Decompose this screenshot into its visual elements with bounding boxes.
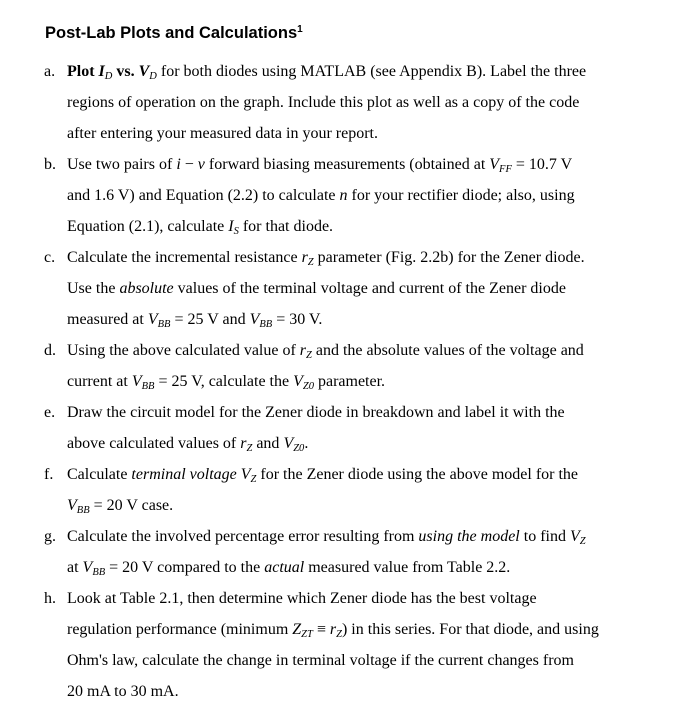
item-line [67, 118, 378, 149]
item-marker: h. [44, 590, 56, 607]
item-marker: d. [44, 342, 56, 359]
item-line [67, 149, 572, 182]
text-run: . [304, 435, 309, 452]
text-run: V [293, 373, 303, 390]
text-run: and the absolute values of the voltage and [311, 342, 584, 359]
text-run: = 30 V. [272, 311, 323, 328]
item-line [67, 273, 566, 304]
text-run: forward biasing measurements (obtained at [204, 156, 490, 173]
item-line [67, 56, 586, 89]
text-run: V [489, 156, 500, 173]
text-run: V [283, 435, 294, 452]
text-run: Look at Table 2.1, then determine which Zener diode has the best voltage [67, 590, 537, 607]
text-run: ) in this series. For that diode, and using [341, 621, 599, 638]
item-line [67, 335, 584, 368]
item-marker: c. [44, 249, 56, 266]
section-title-text: Post-Lab Plots and Calculations [45, 24, 298, 42]
text-run: parameter (Fig. 2.2b) for the Zener diode. [313, 249, 585, 266]
subscript: Z0 [293, 443, 305, 454]
subscript: BB [157, 319, 171, 330]
text-run: parameter. [313, 373, 386, 390]
item-marker: g. [44, 528, 56, 545]
item-line [67, 645, 574, 676]
item-marker: a. [44, 63, 56, 80]
text-run: using the model [418, 528, 520, 545]
text-run: actual [264, 559, 305, 576]
text-run: r [240, 435, 247, 452]
text-run: Calculate the incremental resistance [67, 249, 302, 266]
text-run: V [249, 311, 260, 328]
text-run: Equation (2.1), calculate [67, 218, 229, 235]
text-run: = 20 V case. [89, 497, 174, 514]
text-run: r [301, 249, 308, 266]
item-line [67, 304, 322, 337]
text-run: Use the [67, 280, 120, 297]
text-run: V [82, 559, 93, 576]
text-run: for your rectifier diode; also, using [347, 187, 575, 204]
item-line [67, 552, 510, 585]
text-run: above calculated values of [67, 435, 241, 452]
text-run: I [98, 63, 105, 80]
section-title [45, 22, 303, 44]
subscript: S [233, 226, 239, 237]
text-run: at [67, 559, 83, 576]
item-marker: e. [44, 404, 56, 421]
text-run: after entering your measured data in your report. [67, 125, 378, 142]
text-run: 20 mA to 30 mA. [67, 683, 179, 700]
subscript: Z0 [302, 381, 314, 392]
item-line [67, 211, 333, 244]
item-line [67, 428, 308, 461]
text-run: regulation performance (minimum [67, 621, 293, 638]
text-run: and 1.6 V) and Equation (2.2) to calculate [67, 187, 340, 204]
subscript: Z [579, 536, 586, 547]
item-line [67, 676, 179, 707]
text-run: r [299, 342, 307, 359]
text-run: V [131, 373, 142, 390]
text-run: Calculate the involved percentage error resulting from [67, 528, 419, 545]
subscript: ZT [301, 629, 313, 640]
text-run: Draw the circuit model for the Zener diode in breakdown and label it with the [67, 404, 565, 421]
text-run: Plot [67, 63, 99, 80]
item-marker: f. [44, 466, 54, 483]
text-run: v [197, 156, 205, 173]
text-run: Calculate [67, 466, 132, 483]
text-run: V [147, 311, 158, 328]
subscript: Z [307, 257, 314, 268]
subscript: Z [246, 443, 253, 454]
text-run: current at [67, 373, 132, 390]
text-run: terminal voltage V [131, 466, 251, 483]
subscript: FF [499, 164, 512, 175]
text-run: Ohm's law, calculate the change in terminal voltage if the current changes from [67, 652, 574, 669]
item-line [67, 242, 585, 275]
item-line [67, 180, 575, 211]
text-run: = 25 V, calculate the [154, 373, 294, 390]
text-run: and [252, 435, 284, 452]
text-run: for both diodes using MATLAB (see Appendix B). Label the three [156, 63, 587, 80]
text-run: − [180, 156, 198, 173]
text-run: absolute [119, 280, 174, 297]
item-line [67, 614, 599, 647]
subscript: Z [336, 629, 342, 640]
item-line [67, 459, 578, 492]
subscript: Z [306, 350, 312, 361]
subscript: Z [250, 474, 257, 485]
subscript: BB [76, 505, 90, 516]
text-run: Use two pairs of [67, 156, 177, 173]
text-run: to find [519, 528, 570, 545]
text-run: I [228, 218, 234, 235]
text-run: Using the above calculated value of [67, 342, 300, 359]
item-line [67, 87, 579, 118]
item-line [67, 366, 385, 399]
text-run: Z [292, 621, 302, 638]
text-run: measured value from Table 2.2. [304, 559, 511, 576]
text-run: vs. [112, 63, 139, 80]
text-run: values of the terminal voltage and current of the Zener diode [173, 280, 566, 297]
text-run: measured at [67, 311, 148, 328]
text-run: ≡ [312, 621, 330, 638]
text-run: for that diode. [238, 218, 334, 235]
item-line [67, 521, 586, 554]
text-run: = 20 V compared to the [105, 559, 265, 576]
text-run: regions of operation on the graph. Include this plot as well as a copy of the code [67, 94, 580, 111]
subscript: D [104, 71, 113, 82]
text-run: V [138, 63, 150, 80]
item-line [67, 583, 537, 614]
subscript: BB [92, 567, 106, 578]
item-marker: b. [44, 156, 56, 173]
text-run: for the Zener diode using the above model for the [256, 466, 579, 483]
text-run: i [176, 156, 181, 173]
subscript: BB [259, 319, 273, 330]
text-run: V [67, 497, 77, 514]
text-run: = 25 V and [170, 311, 250, 328]
subscript: D [149, 71, 157, 82]
text-run: V [569, 528, 580, 545]
item-line [67, 490, 173, 523]
text-run: n [339, 187, 348, 204]
subscript: BB [141, 381, 155, 392]
text-run: = 10.7 V [511, 156, 573, 173]
item-line [67, 397, 565, 428]
text-run: r [329, 621, 337, 638]
title-footnote-marker: 1 [297, 24, 303, 35]
